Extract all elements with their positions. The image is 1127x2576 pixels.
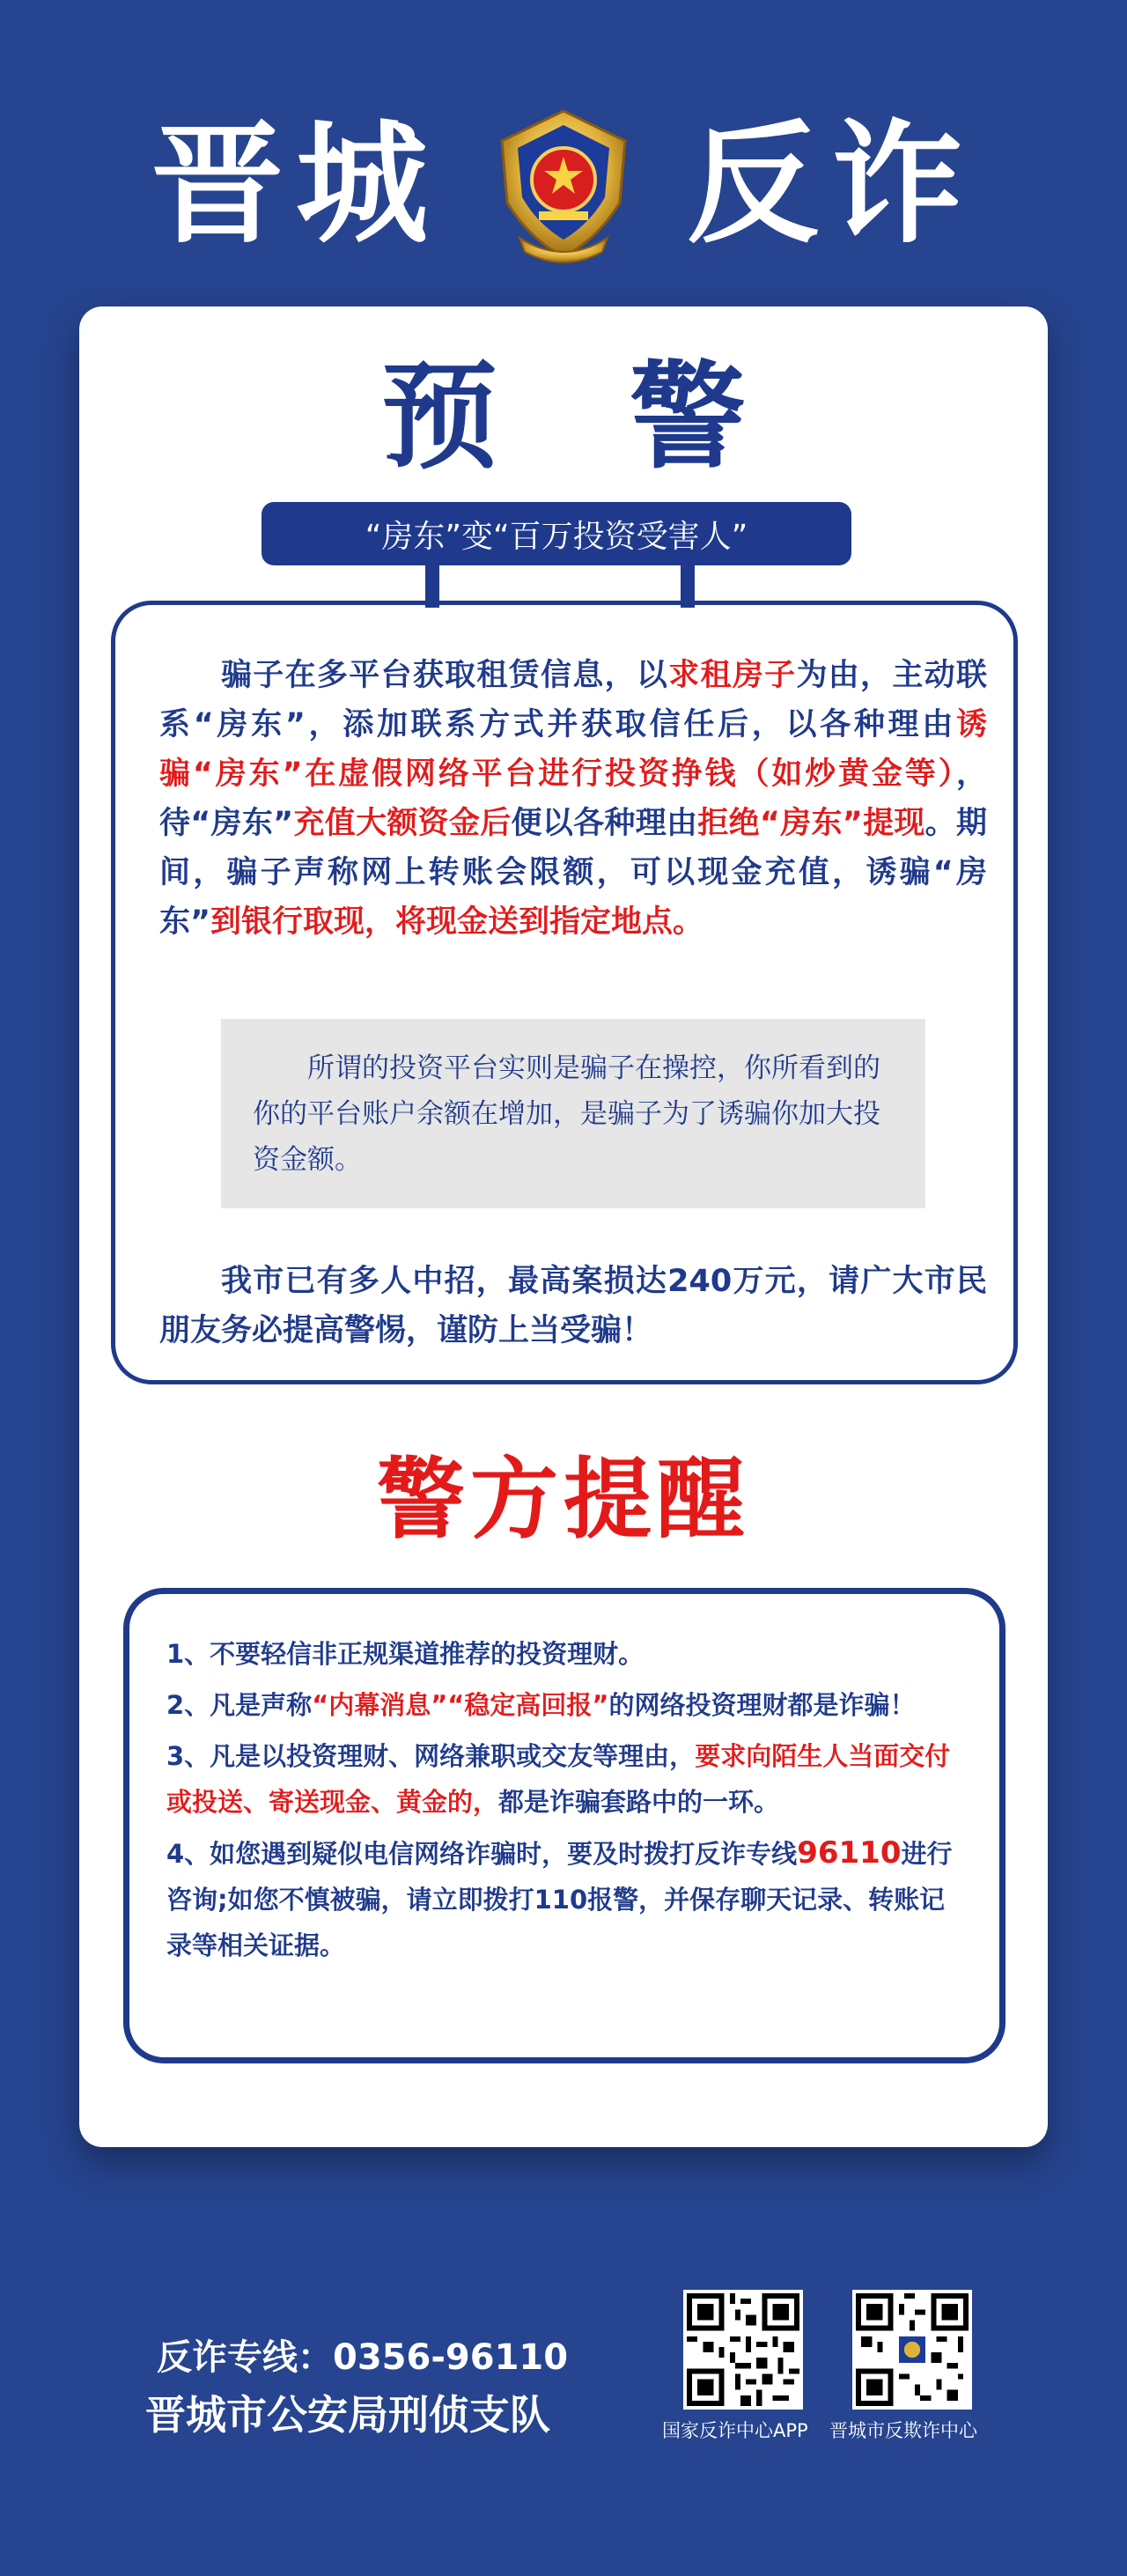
warning-subtitle: “房东”变“百万投资受害人”: [365, 518, 748, 555]
story-text: 为由，主动联系“房东”，添加联系方式并获取信任后，以各种理由: [159, 658, 987, 742]
reminder-text: 1、不要轻信非正规渠道推荐的投资理财。: [166, 1639, 645, 1669]
reminder-text: 3、凡是以投资理财、网络兼职或交友等理由，: [166, 1741, 696, 1771]
reminder-highlight: “内幕消息”“稳定高回报”: [312, 1690, 609, 1720]
highlight-text: 求租房子: [668, 658, 797, 693]
qr2-label: 晋城市反欺诈中心: [829, 2420, 977, 2441]
footer-hotline: 反诈专线：0356-96110: [157, 2337, 569, 2378]
reminder-text: 都是诈骗套路中的一环。: [498, 1787, 780, 1817]
reminder-item: [166, 1631, 968, 1677]
police-badge-icon: [493, 106, 634, 264]
reminder-text: 的网络投资理财都是诈骗！: [608, 1690, 916, 1720]
story-text: 便以各种理由: [511, 806, 698, 841]
highlight-text: 诱骗“房东”在虚假网络平台进行投资挣钱（如炒黄金等）: [159, 707, 987, 792]
reminder-item: [166, 1830, 968, 1968]
reminder-text: 2、凡是声称: [166, 1690, 313, 1720]
reminder-item: [166, 1682, 968, 1728]
reminder-title: 警方提醒: [377, 1448, 750, 1551]
header: [0, 106, 1127, 264]
highlight-text: 到银行取现，将现金送到指定地点。: [210, 904, 704, 940]
highlight-text: 拒绝“房东”提现: [697, 806, 925, 841]
reminder-list: [166, 1631, 968, 1974]
note-text: 所谓的投资平台实则是骗子在操控，你所看到的你的平台账户余额在增加，是骗子为了诱骗你加大投资金额。: [253, 1052, 880, 1176]
reminder-box: [123, 1588, 1005, 2063]
qr1-label: 国家反诈中心APP: [662, 2420, 808, 2441]
qr-code-jincheng-center-icon[interactable]: [852, 2290, 972, 2410]
story-paragraph-2: 我市已有多人中招，最高案损达240万元，请广大市民朋友务必提高警惕，谨防上当受骗！: [159, 1264, 987, 1348]
story-text: 。期间，骗子声称网上转账会限额，可以现金充值，诱骗“房东”: [159, 806, 987, 940]
story-text: ，待“房东”: [159, 757, 987, 841]
story-paragraph-1: [159, 651, 987, 947]
footer-org: 晋城市公安局刑侦支队: [145, 2391, 550, 2439]
highlight-text: 充值大额资金后: [293, 806, 512, 841]
warning-title: 预警: [381, 350, 878, 485]
reminder-highlight: 要求向陌生人当面交付或投送、寄送现金、黄金的，: [166, 1741, 951, 1817]
note-box: [221, 1019, 925, 1208]
qr-code-anti-fraud-app-icon[interactable]: [683, 2290, 803, 2410]
warning-card: [79, 306, 1048, 2147]
header-right-text: 反诈: [687, 108, 976, 262]
warning-subtitle-bar: [261, 502, 851, 565]
reminder-item: [166, 1733, 968, 1825]
story-text: 骗子在多平台获取租赁信息，以: [221, 658, 669, 693]
story-box: [111, 601, 1018, 1384]
reminder-text: 进行咨询;如您不慎被骗，请立即拨打110报警，并保存聊天记录、转账记录等相关证据。: [166, 1839, 953, 1960]
reminder-highlight: 96110: [797, 1835, 902, 1871]
header-left-text: 晋城: [151, 108, 440, 262]
reminder-text: 4、如您遇到疑似电信网络诈骗时，要及时拨打反诈专线: [166, 1839, 798, 1869]
